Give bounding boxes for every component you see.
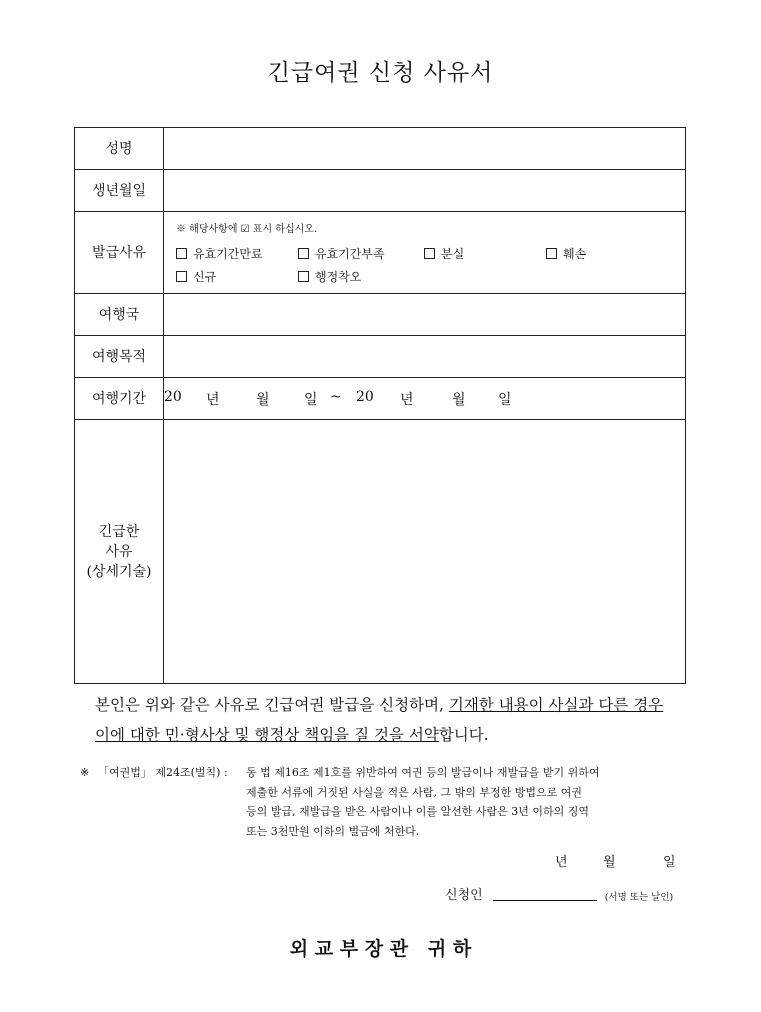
urgent-reason-row — [75, 420, 686, 684]
period-day-unit: 일 — [304, 391, 318, 408]
law-reference: 「여권법」 제24조(벌칙) : — [98, 766, 228, 779]
name-row — [75, 128, 686, 170]
name-label: 성명 — [75, 128, 164, 170]
option-expired[interactable] — [176, 245, 298, 262]
penalty-line: 등의 발급, 재발급을 받은 사람이나 이를 알선한 사람은 3년 이하의 징역 — [246, 805, 589, 818]
travel-period-label: 여행기간 — [75, 378, 164, 420]
option-new[interactable] — [176, 268, 298, 285]
period-year-prefix: 20 — [356, 388, 374, 405]
date-day-unit: 일 — [663, 855, 676, 870]
penalty-line: 또는 3천만원 이하의 벌금에 처한다. — [246, 824, 420, 838]
penalty-line: 제출한 서류에 거짓된 사실을 적은 사람, 그 밖의 부정한 방법으로 여권 — [246, 785, 582, 799]
option-label: 훼손 — [563, 247, 587, 261]
oath-line-2 — [95, 720, 675, 750]
application-date — [555, 851, 676, 870]
reason-options — [176, 245, 685, 285]
oath-statement — [95, 690, 675, 750]
destination-country-field[interactable] — [164, 294, 686, 336]
oath-text: 합니다. — [438, 726, 489, 744]
applicant-label: 신청인 — [445, 888, 483, 903]
name-field[interactable] — [164, 128, 686, 170]
birth-date-label: 생년월일 — [75, 170, 164, 212]
option-damaged[interactable] — [546, 245, 656, 262]
birth-date-field[interactable] — [164, 170, 686, 212]
page-title: 긴급여권 신청 사유서 — [267, 60, 494, 86]
oath-text: 본인은 위와 같은 사유로 긴급여권 발급을 신청하며, — [95, 696, 449, 714]
option-label: 행정착오 — [315, 270, 362, 284]
purpose-row — [75, 336, 686, 378]
date-month-unit: 월 — [603, 855, 616, 870]
oath-underlined-text: 이에 대한 민·형사상 및 행정상 책임을 질 것을 서약 — [95, 726, 439, 744]
application-form-table — [74, 127, 686, 684]
option-administrative-error[interactable] — [298, 268, 424, 285]
period-year-prefix: 20 — [164, 388, 182, 405]
penalty-line: 동 법 제16조 제1호를 위반하여 여권 등의 발급이나 재발급을 받기 위하여 — [246, 766, 600, 779]
urgent-label-line: (상세기술) — [86, 563, 152, 580]
urgent-label-line: 사유 — [105, 543, 133, 560]
travel-purpose-field[interactable] — [164, 336, 686, 378]
period-year-unit: 년 — [206, 391, 220, 408]
birth-row — [75, 170, 686, 212]
country-row — [75, 294, 686, 336]
signature-field[interactable] — [493, 886, 597, 901]
signature-hint: (서명 또는 날인) — [604, 892, 674, 903]
applicant-signature — [445, 884, 673, 903]
checkbox-icon[interactable] — [176, 248, 187, 259]
urgent-reason-field[interactable] — [164, 420, 686, 684]
oath-line-1 — [95, 690, 675, 720]
option-label: 유효기간만료 — [193, 247, 263, 261]
travel-purpose-label: 여행목적 — [75, 336, 164, 378]
reason-note: ※ 해당사항에 ☑ 표시 하십시오. — [176, 224, 318, 235]
penalty-text — [246, 763, 700, 841]
penalty-notice — [80, 763, 700, 841]
reason-label: 발급사유 — [75, 212, 164, 294]
checkbox-icon[interactable] — [546, 248, 557, 259]
recipient-line: 외 교 부 장 관 귀 하 — [289, 938, 472, 960]
reason-cell — [164, 212, 686, 294]
period-row — [75, 378, 686, 420]
urgent-label-line: 긴급한 — [98, 523, 140, 540]
checkbox-icon[interactable] — [298, 248, 309, 259]
period-month-unit: 월 — [256, 391, 270, 408]
checkbox-icon[interactable] — [298, 271, 309, 282]
reference-mark-icon: ※ — [80, 766, 90, 779]
period-year-unit: 년 — [400, 391, 414, 408]
option-label: 분실 — [441, 247, 465, 261]
checkbox-icon[interactable] — [176, 271, 187, 282]
date-year-unit: 년 — [555, 855, 568, 870]
travel-period-field[interactable] — [164, 378, 686, 420]
option-label: 유효기간부족 — [315, 247, 385, 261]
period-month-unit: 월 — [452, 391, 466, 408]
period-separator: ~ — [330, 388, 342, 405]
destination-country-label: 여행국 — [75, 294, 164, 336]
reason-row — [75, 212, 686, 294]
travel-period-text — [164, 389, 685, 409]
period-day-unit: 일 — [498, 391, 512, 408]
checkbox-icon[interactable] — [424, 248, 435, 259]
option-lost[interactable] — [424, 245, 546, 262]
option-label: 신규 — [193, 270, 217, 284]
urgent-reason-label — [75, 420, 164, 684]
option-insufficient-validity[interactable] — [298, 245, 424, 262]
oath-underlined-text: 기재한 내용이 사실과 다른 경우 — [448, 696, 664, 714]
